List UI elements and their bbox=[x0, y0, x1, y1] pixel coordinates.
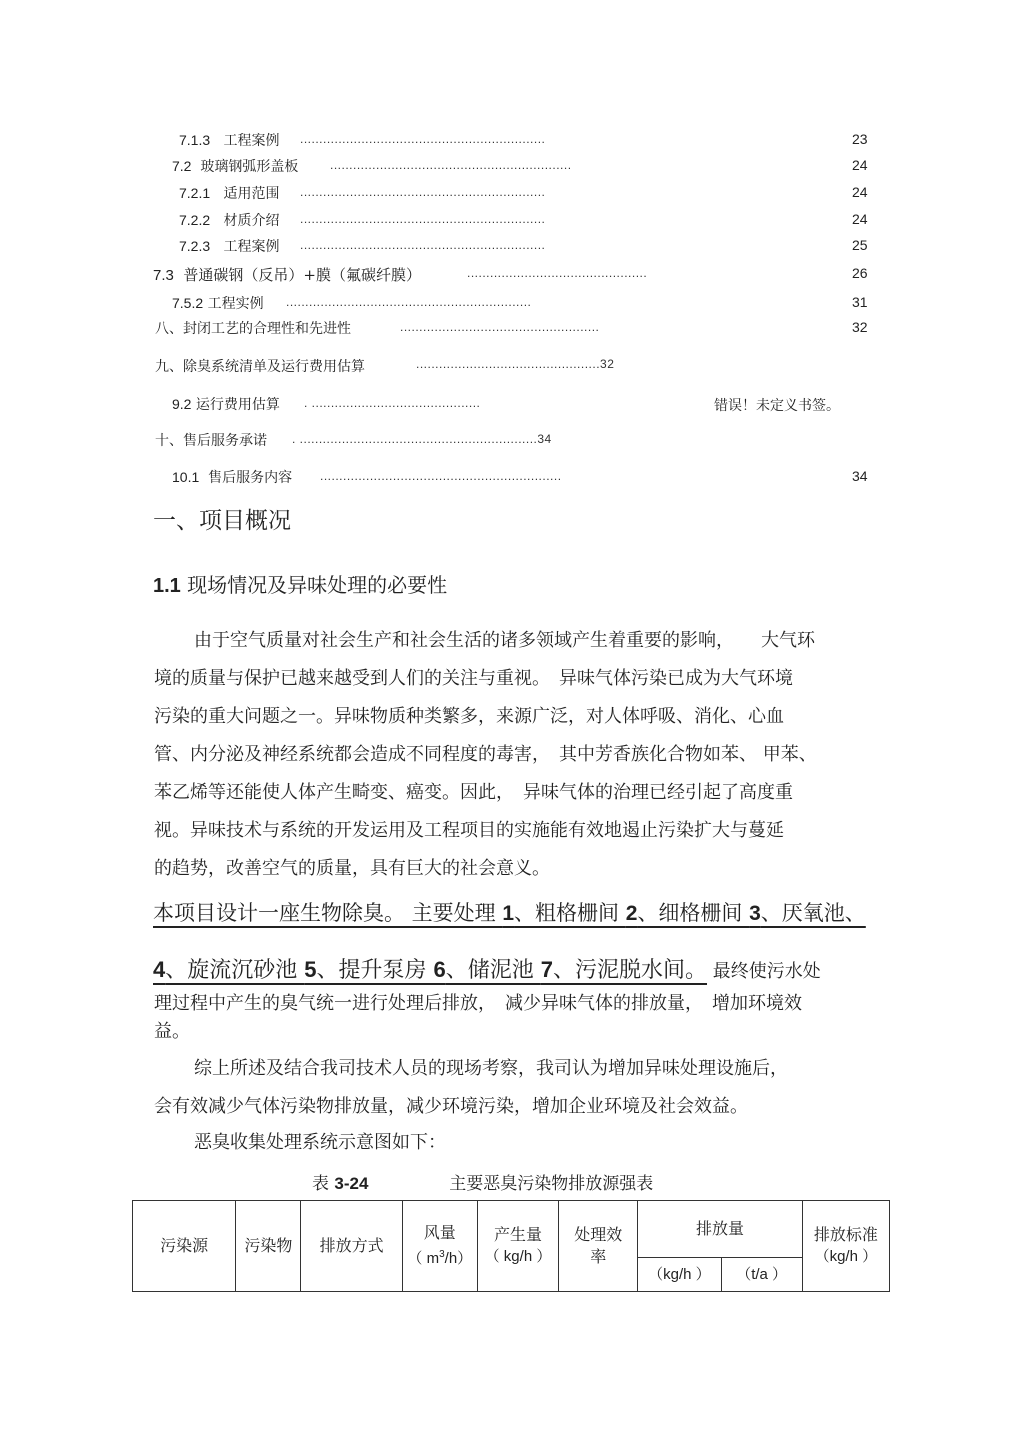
toc-page: 错误！未定义书签。 bbox=[714, 398, 840, 414]
header-emission: 排放量 bbox=[638, 1201, 802, 1258]
header-efficiency: 处理效 率 bbox=[559, 1201, 638, 1292]
toc-entry[interactable]: 7.2.1 适用范围 bbox=[179, 185, 280, 202]
toc-entry[interactable]: 十、售后服务承诺 bbox=[155, 433, 267, 449]
toc-dots: ............................................................... bbox=[330, 158, 572, 172]
header-mode: 排放方式 bbox=[301, 1201, 402, 1292]
toc-dots: ................................................................ bbox=[300, 132, 546, 146]
toc-entry[interactable]: 10.1 售后服务内容 bbox=[172, 469, 293, 486]
paragraph-conclusion: 综上所述及结合我司技术人员的现场考察，我司认为增加异味处理设施后， 会有效减少气体污染物排放量，减少环境污染，增加企业环境及社会效益。 bbox=[154, 1058, 788, 1117]
section-title: 一、项目概况 bbox=[153, 508, 291, 534]
paragraph-intro: 由于空气质量对社会生产和社会生活的诸多领域产生着重要的影响， 大气环 境的质量与保护已越来越受到人们的关注与重视。 异味气体污染已成为大气环境 污染的重大问题之一。异味物质种类繁多，来源广泛，对人体呼吸、消化、心血 管、内分泌及神经系统都会造成不同程度的毒害， 其中芳香族化合物如苯、 甲苯、 苯乙烯等还能使人体产生畸变、癌变。因此， 异味气体的治理已经引起了高度重 视。异味技术与系统的开发运用及工程项目的实施能有效地遏止污染扩大与蔓延 的趋势，改善空气的质量，具有巨大的社会意义。 bbox=[154, 630, 817, 879]
emission-table bbox=[132, 1200, 890, 1292]
header-standard: 排放标准 （kg/h ） bbox=[802, 1201, 889, 1292]
toc-page: 24 bbox=[852, 211, 868, 227]
toc-dots: ................................................................ bbox=[286, 295, 532, 309]
toc-dots: . ............................................ bbox=[304, 396, 481, 410]
toc-page: 26 bbox=[852, 265, 868, 281]
toc-page: 31 bbox=[852, 294, 868, 310]
header-source: 污染源 bbox=[133, 1201, 236, 1292]
toc-page: 24 bbox=[852, 184, 868, 200]
toc-page: 32 bbox=[852, 319, 868, 335]
project-scope-tail: 理过程中产生的臭气统一进行处理后排放， 减少异味气体的排放量， 增加环境效 益。 bbox=[154, 993, 802, 1042]
project-scope-line2: 4、旋流沉砂池 5、提升泵房 6、储泥池 7、污泥脱水间。 最终使污水处 bbox=[153, 957, 821, 983]
header-airflow: 风量 （ $m^3/h$） bbox=[402, 1201, 477, 1292]
table-caption: 表 3-24 主要恶臭污染物排放源强表 bbox=[312, 1174, 654, 1194]
toc-dots: ................................................................ bbox=[300, 238, 546, 252]
toc-page: 23 bbox=[852, 131, 868, 147]
toc-entry[interactable]: 7.1.3 工程案例 bbox=[179, 132, 280, 149]
toc-entry[interactable]: 7.5.2 工程实例 bbox=[172, 295, 264, 312]
header-emission-kgh: （kg/h ） bbox=[638, 1258, 721, 1292]
toc-entry[interactable]: 7.3 普通碳钢（反吊）+膜（氟碳纤膜） bbox=[153, 266, 421, 284]
header-pollutant: 污染物 bbox=[236, 1201, 301, 1292]
toc-page: 24 bbox=[852, 157, 868, 173]
toc-dots: ................................................................ bbox=[300, 185, 546, 199]
toc-entry[interactable]: 7.2.3 工程案例 bbox=[179, 238, 280, 255]
toc-entry[interactable]: 9.2 运行费用估算 bbox=[172, 396, 280, 413]
toc-dots: . ..............................................................34 bbox=[292, 432, 552, 446]
toc-dots: ............................................................... bbox=[320, 469, 562, 483]
diagram-intro: 恶臭收集处理系统示意图如下： bbox=[194, 1132, 446, 1153]
toc-page: 25 bbox=[852, 237, 868, 253]
toc-dots: .................................................... bbox=[400, 320, 600, 334]
toc-entry[interactable]: 八、封闭工艺的合理性和先进性 bbox=[155, 321, 351, 337]
toc-dots: ................................................32 bbox=[416, 357, 615, 371]
toc-page: 34 bbox=[852, 468, 868, 484]
toc-dots: ................................................................ bbox=[300, 212, 546, 226]
toc-entry[interactable]: 7.2 玻璃钢弧形盖板 bbox=[172, 158, 299, 175]
project-scope-line1: 本项目设计一座生物除臭。 主要处理 1、粗格栅间 2、细格栅间 3、厌氧池、 bbox=[153, 901, 866, 925]
subsection-title: 1.1 现场情况及异味处理的必要性 bbox=[153, 573, 448, 597]
header-emission-ta: （t/a ） bbox=[721, 1258, 802, 1292]
toc-dots: ............................................... bbox=[467, 266, 648, 280]
toc-entry[interactable]: 7.2.2 材质介绍 bbox=[179, 212, 280, 229]
toc-entry[interactable]: 九、除臭系统清单及运行费用估算 bbox=[155, 359, 365, 375]
header-production: 产生量 （ kg/h ） bbox=[477, 1201, 558, 1292]
